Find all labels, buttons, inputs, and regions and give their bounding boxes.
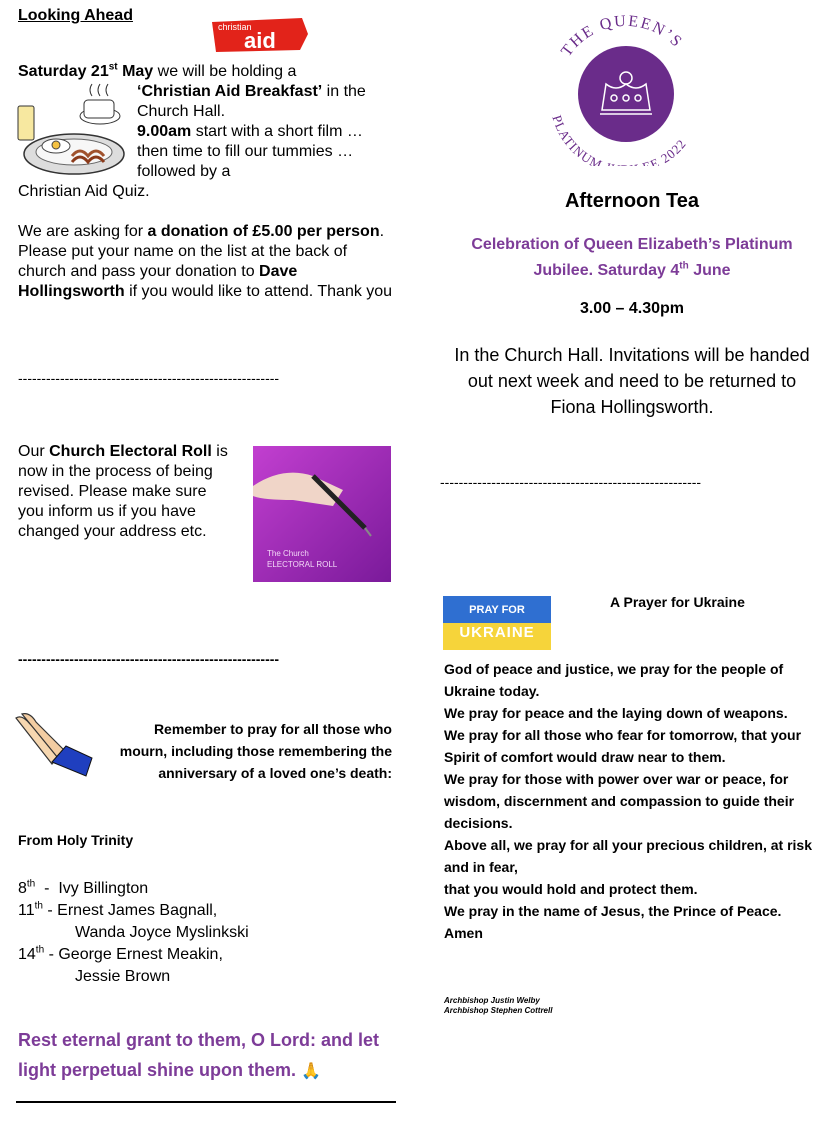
- breakfast-quiz: Christian Aid Quiz.: [18, 183, 150, 200]
- prayer-line: We pray for peace and the laying down of weapons.: [444, 705, 788, 721]
- looking-ahead-heading: Looking Ahead: [18, 7, 133, 24]
- platinum-jubilee-logo: [536, 14, 716, 166]
- electoral-roll-paragraph: Our Church Electoral Roll is now in the process of being revised. Please make sure you inform us if you have changed your address etc.: [18, 443, 228, 540]
- ca-logo-main: aid: [244, 28, 276, 53]
- tea-time: 3.00 – 4.30pm: [579, 300, 685, 317]
- anniversary-entry: Jessie Brown: [75, 968, 171, 985]
- prayer-title: A Prayer for Ukraine: [610, 594, 745, 610]
- ukraine-img-top: PRAY FOR: [469, 604, 525, 616]
- credit-cottrell: Archbishop Stephen Cottrell: [444, 1006, 553, 1015]
- hall-invitations: In the Church Hall. Invitations will be handed out next week and need to be returned to Fiona Hollingsworth.: [454, 345, 810, 417]
- electoral-img-line2: ELECTORAL ROLL: [267, 560, 338, 569]
- ca-logo-top: christian: [218, 22, 252, 32]
- prayer-line: We pray in the name of Jesus, the Prince of Peace. Amen: [444, 903, 782, 941]
- anniversary-entry: Wanda Joyce Myslinkski: [75, 924, 249, 941]
- jubilee-logo-text-bottom: PLATINUM E 2022: [549, 113, 690, 166]
- prayer-line: God of peace and justice, we pray for the people of Ukraine today.: [444, 661, 784, 699]
- bottom-rule: [16, 1101, 396, 1103]
- divider-2: --------------------------------------------------------: [18, 651, 280, 667]
- prayer-line: that you would hold and protect them.: [444, 881, 698, 897]
- celebration-text: Celebration of Queen Elizabeth’s Platinum Jubilee. Saturday 4th June: [471, 236, 793, 279]
- anniversary-list: [18, 878, 348, 988]
- breakfast-line1: Saturday 21st May we will be holding a: [18, 61, 297, 80]
- prayer-line: Above all, we pray for all your precious children, at risk and in fear,: [444, 837, 813, 875]
- right-divider: --------------------------------------------------------: [440, 474, 702, 490]
- afternoon-tea-title: Afternoon Tea: [564, 190, 700, 212]
- christian-aid-logo: [210, 16, 310, 54]
- prayer-line: We pray for those with power over war or peace, for wisdom, discernment and compassion to guide their decisions.: [444, 771, 795, 831]
- pray-for-ukraine-image: [443, 596, 551, 650]
- praying-hands-small-icon: 🙏: [301, 1063, 321, 1080]
- donation-paragraph: We are asking for a donation of £5.00 per person. Please put your name on the list at the back of church and pass your donation to Dave Hollingsworth if you would like to attend. Thank you: [18, 223, 393, 300]
- anniversary-entry: 14th - George Ernest Meakin,: [18, 944, 223, 963]
- remember-text: Remember to pray for all those who mourn, including those remembering the anniversary of a loved one’s death:: [119, 721, 392, 781]
- praying-hands-icon: [12, 712, 96, 778]
- jubilee-logo-text-top: THE QUEEN’S: [558, 14, 687, 60]
- divider-1: --------------------------------------------------------: [18, 370, 280, 386]
- from-holy-trinity: From Holy Trinity: [18, 832, 134, 848]
- ukraine-img-bottom: UKRAINE: [459, 624, 535, 641]
- electoral-roll-image: [253, 446, 391, 582]
- breakfast-illustration: [14, 82, 128, 180]
- breakfast-details: ‘Christian Aid Breakfast’ in the Church Hall. 9.00am start with a short film … then time to fill our tummies … followed by a: [137, 83, 366, 180]
- prayer-credits: [444, 996, 552, 1016]
- rest-eternal: Rest eternal grant to them, O Lord: and let light perpetual shine upon them. 🙏: [18, 1030, 380, 1080]
- prayer-line: We pray for all those who fear for tomorrow, that your Spirit of comfort would draw near to them.: [444, 727, 802, 765]
- anniversary-entry: 11th - Ernest James Bagnall,: [18, 900, 218, 919]
- credit-welby: Archbishop Justin Welby: [444, 996, 540, 1005]
- prayer-body: [444, 658, 820, 944]
- anniversary-entry: 8th - Ivy Billington: [18, 878, 149, 897]
- electoral-img-line1: The Church: [267, 549, 309, 558]
